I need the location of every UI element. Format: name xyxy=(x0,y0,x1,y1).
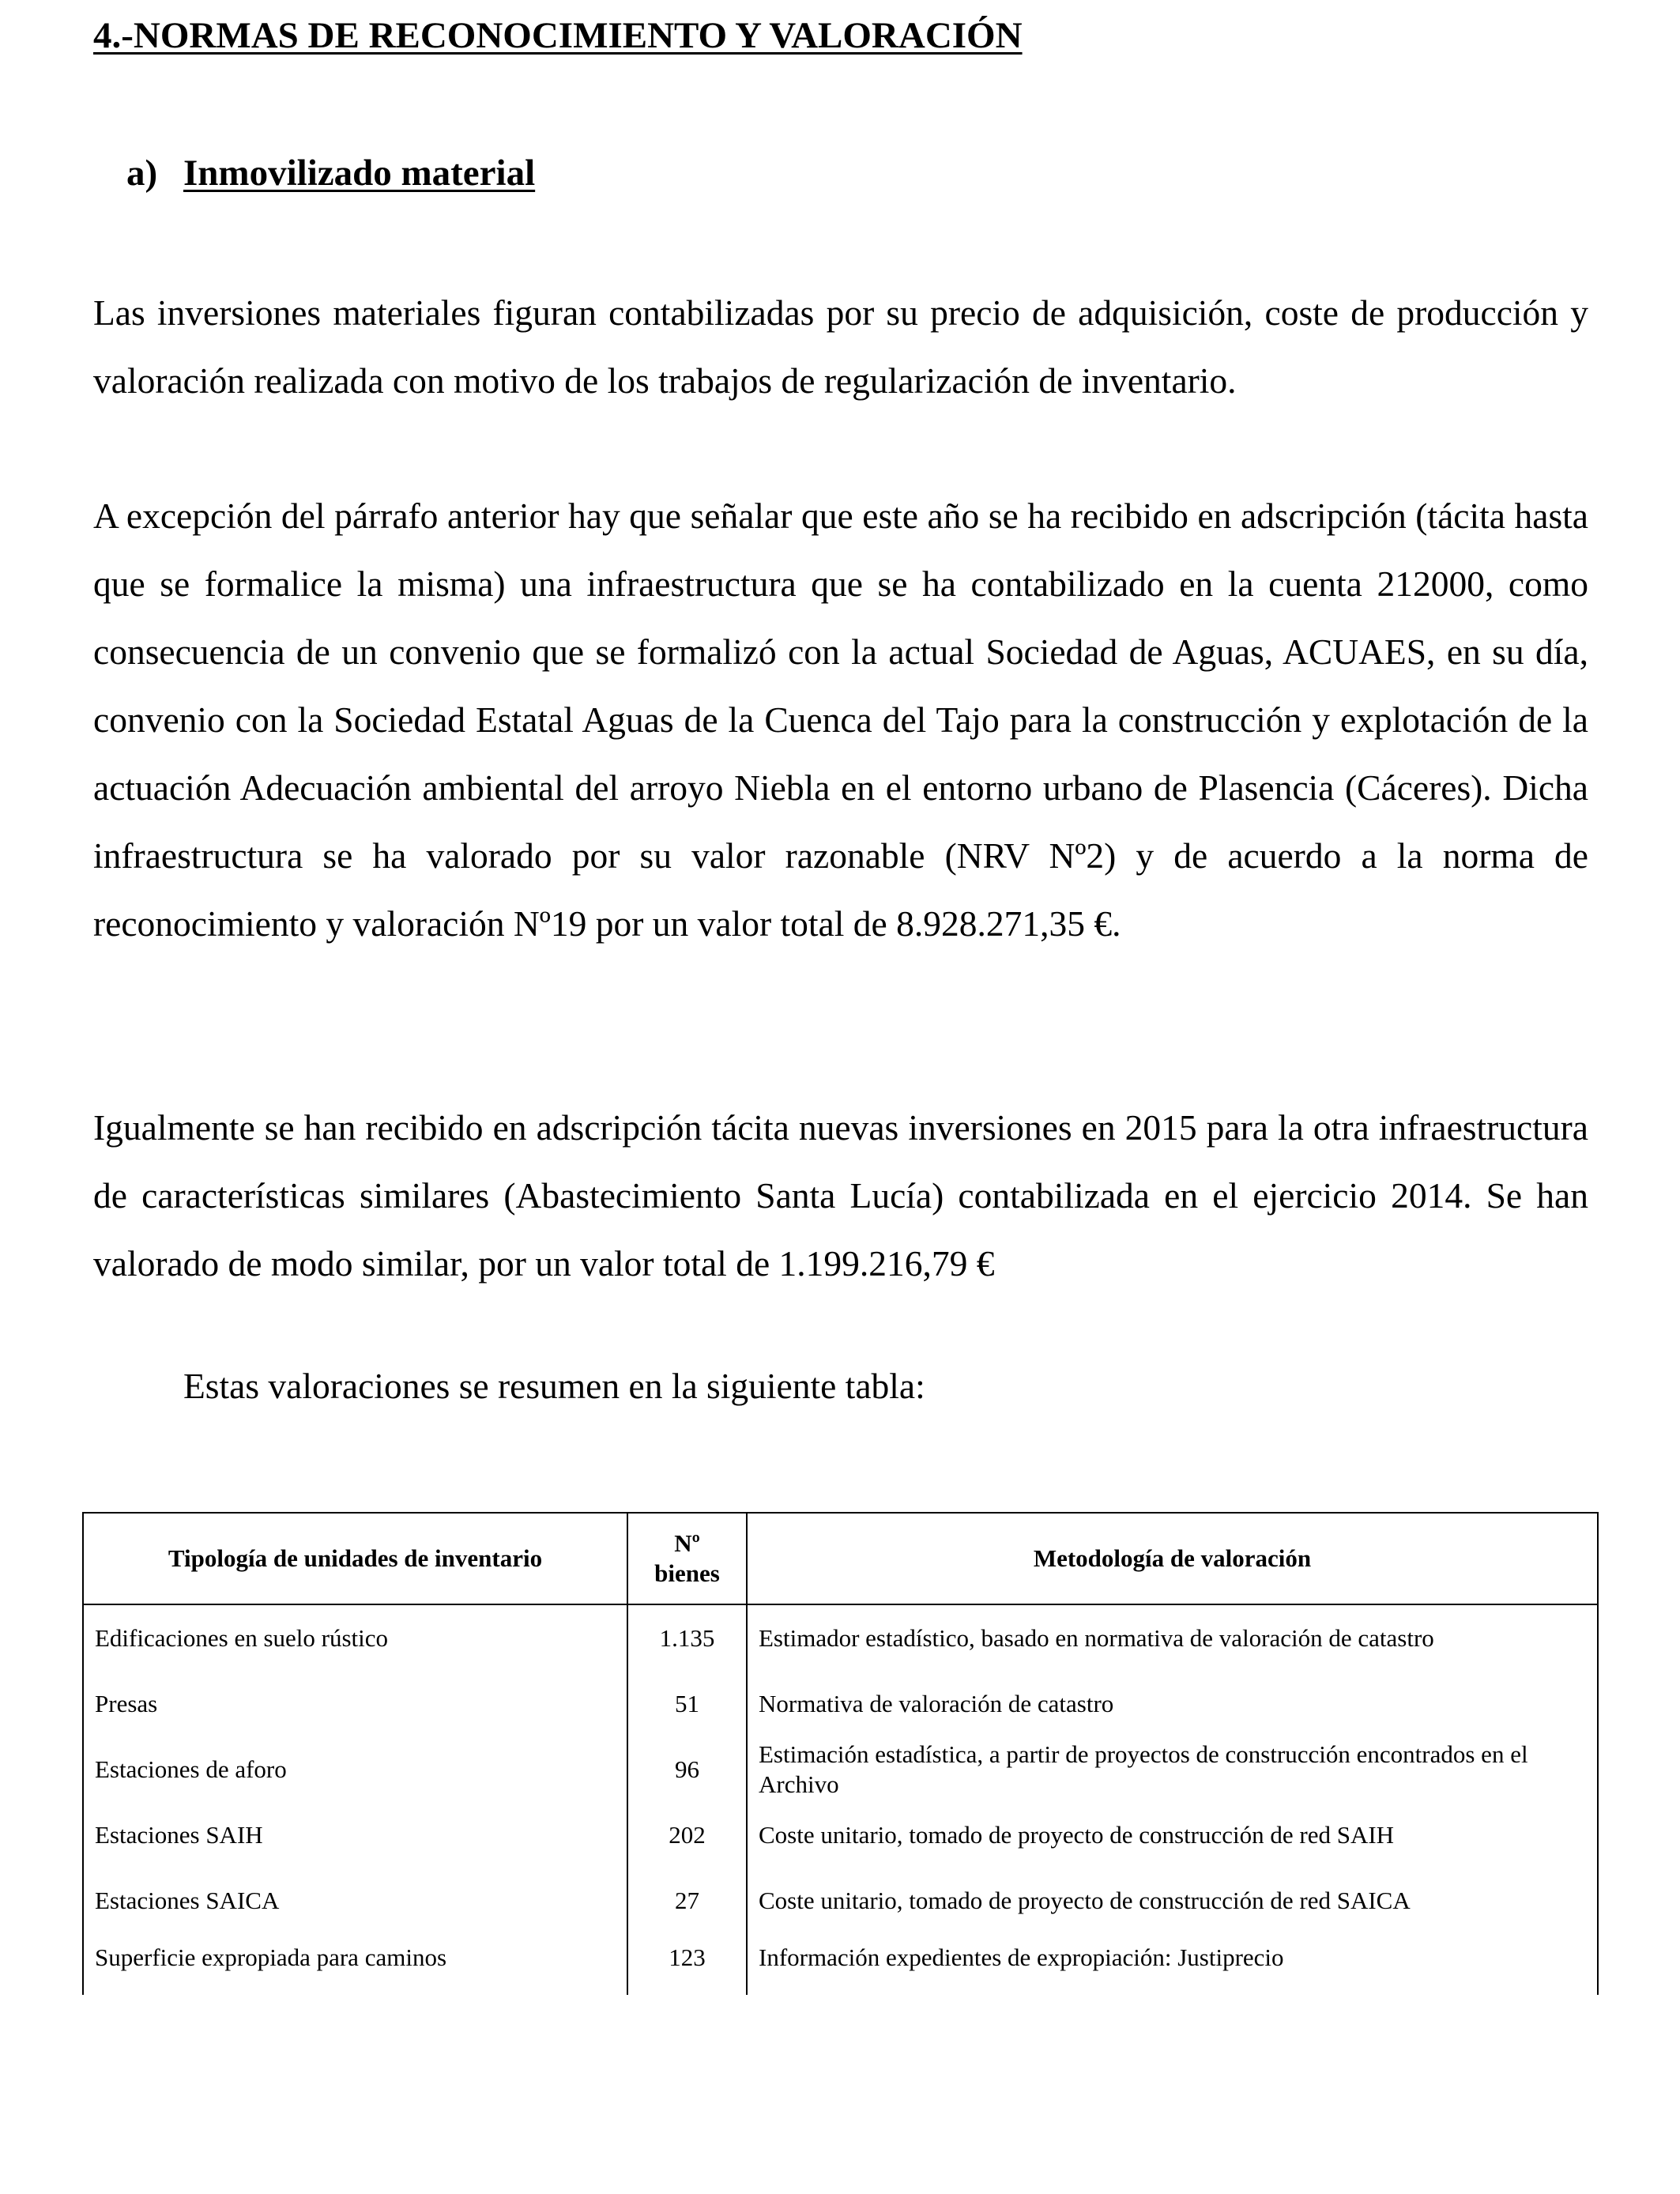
row-method: Estimación estadística, a partir de proyectos de construcción encontrados en el Archivo xyxy=(747,1736,1598,1802)
section-title: Inmovilizado material xyxy=(183,153,536,194)
row-type: Estaciones SAICA xyxy=(83,1868,627,1933)
table-row xyxy=(83,1802,1598,1868)
table-row xyxy=(83,1604,1598,1671)
row-type: Estaciones de aforo xyxy=(83,1736,627,1802)
table-row xyxy=(83,1736,1598,1802)
header-method: Metodología de valoración xyxy=(747,1513,1598,1604)
section-letter: a) xyxy=(126,153,158,194)
table-row xyxy=(83,1868,1598,1933)
row-method: Coste unitario, tomado de proyecto de construcción de red SAIH xyxy=(747,1802,1598,1868)
inventory-valuation-table xyxy=(82,1512,1599,1995)
row-method: Estimador estadístico, basado en normativa de valoración de catastro xyxy=(747,1604,1598,1671)
row-type: Presas xyxy=(83,1671,627,1736)
row-type: Superficie expropiada para caminos xyxy=(83,1933,627,1995)
row-count: 202 xyxy=(627,1802,747,1868)
table-header-row xyxy=(83,1513,1598,1604)
row-count: 123 xyxy=(627,1933,747,1995)
section-heading xyxy=(126,152,535,194)
paragraph-acuaes-infrastructure: A excepción del párrafo anterior hay que señalar que este año se ha recibido en adscripción (tácita hasta que se formalice la misma) una infraestructura que se ha contabilizado en la cuenta 212000, como consecuencia de un convenio que se formalizó con la actual Sociedad de Aguas, ACUAES, en su día, convenio con la Sociedad Estatal Aguas de la Cuenca del Tajo para la construcción y explotación de la actuación Adecuación ambiental del arroyo Niebla en el entorno urbano de Plasencia (Cáceres). Dicha infraestructura se ha valorado por su valor razonable (NRV Nº2) y de acuerdo a la norma de reconocimiento y valoración Nº19 por un valor total de 8.928.271,35 €. xyxy=(93,496,1588,944)
row-method: Coste unitario, tomado de proyecto de construcción de red SAICA xyxy=(747,1868,1598,1933)
row-method: Normativa de valoración de catastro xyxy=(747,1671,1598,1736)
header-count-line2: bienes xyxy=(654,1559,720,1587)
table-row xyxy=(83,1933,1598,1995)
row-type: Edificaciones en suelo rústico xyxy=(83,1604,627,1671)
row-count: 27 xyxy=(627,1868,747,1933)
row-method: Información expedientes de expropiación: Justiprecio xyxy=(747,1933,1598,1995)
header-count-line1: Nº xyxy=(674,1529,700,1557)
header-type: Tipología de unidades de inventario xyxy=(83,1513,627,1604)
row-count: 1.135 xyxy=(627,1604,747,1671)
table-intro: Estas valoraciones se resumen en la siguiente tabla: xyxy=(183,1366,925,1406)
row-type: Estaciones SAIH xyxy=(83,1802,627,1868)
paragraph-valuation-basis: Las inversiones materiales figuran contabilizadas por su precio de adquisición, coste de producción y valoración realizada con motivo de los trabajos de regularización de inventario. xyxy=(93,292,1588,401)
table-row xyxy=(83,1671,1598,1736)
page-heading: 4.-NORMAS DE RECONOCIMIENTO Y VALORACIÓN xyxy=(93,15,1023,56)
row-count: 96 xyxy=(627,1736,747,1802)
paragraph-santa-lucia-investments: Igualmente se han recibido en adscripción tácita nuevas inversiones en 2015 para la otra infraestructura de características similares (Abastecimiento Santa Lucía) contabilizada en el ejercicio 2014. Se han valorado de modo similar, por un valor total de 1.199.216,79 € xyxy=(93,1107,1588,1284)
header-count xyxy=(627,1513,747,1604)
row-count: 51 xyxy=(627,1671,747,1736)
